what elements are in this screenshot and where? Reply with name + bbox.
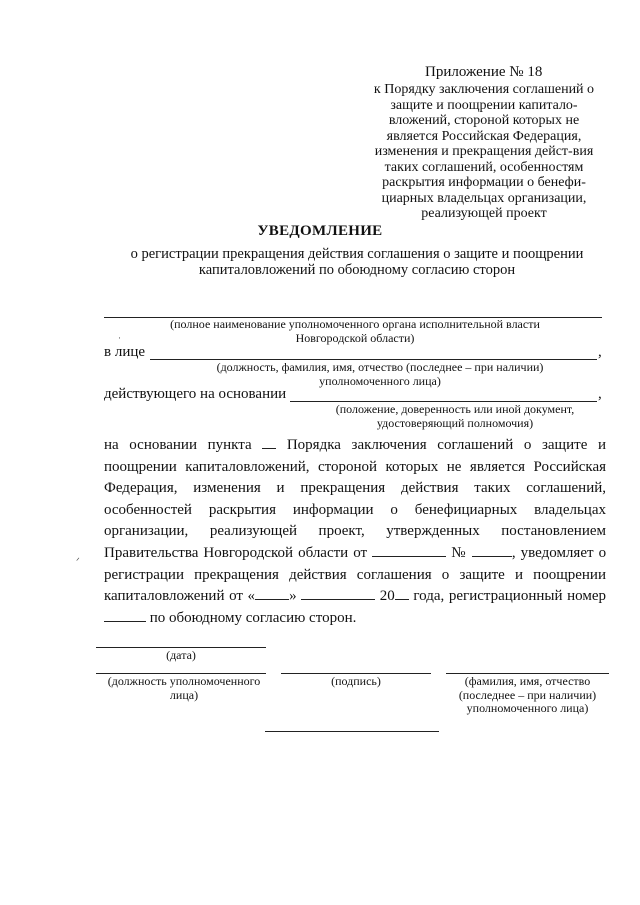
position-caption: (должность уполномоченного лица) — [107, 674, 261, 702]
document-subtitle: о регистрации прекращения действия соглашения о защите и поощрении капиталовложений по обоюдному согласию сторон — [130, 246, 584, 278]
clause-number-blank — [262, 436, 276, 449]
body-text-7: года, регистрационный номер — [413, 588, 606, 605]
body-year-prefix: 20 — [379, 588, 395, 605]
person-caption: (должность, фамилия, имя, отчество (последнее – при наличии) уполномоченного лица) — [216, 360, 544, 388]
body-text-2: Порядка заключения соглашений о защите и поощрении капиталовложений, стороной которых не является Российская Федерация, изменения и прекращения действия таких соглашений, особенностей раскрытия информации о бенефициарных владельцах организации, реализующей проект, утвержденных постановлением Правительства Новгородской области от — [104, 437, 606, 561]
resolution-date-blank — [372, 544, 446, 557]
agreement-year-blank — [395, 587, 409, 600]
body-quote-close: » — [289, 588, 297, 605]
appendix-reference-text: к Порядку заключения соглашений о защите и поощрении капитало-вложений, стороной которых не является Российская Федерация, изменения и прекращения дейст-вия таких соглашений, особенностям раскрытия информации о бенефи-циарных владельцах организации, реализующей проект — [373, 82, 595, 221]
body-text-8: по обоюдному согласию сторон. — [149, 609, 357, 626]
full-name-caption: (фамилия, имя, отчество (последнее – при наличии) уполномоченного лица) — [458, 674, 597, 715]
registration-number-blank — [104, 609, 146, 622]
date-caption: (дата) — [166, 648, 196, 662]
body-text-1: на основании пункта — [104, 437, 252, 453]
basis-caption: (положение, доверенность или иной документ, удостоверяющий полномочия) — [335, 402, 575, 430]
resolution-number-blank — [472, 544, 512, 557]
authority-name-caption: (полное наименование уполномоченного органа исполнительной власти Новгородской области) — [170, 317, 540, 345]
scan-speck: · — [118, 333, 121, 343]
basis-label: действующего на основании — [104, 386, 287, 402]
document-title: УВЕДОМЛЕНИЕ — [257, 223, 383, 239]
person-label: в лице — [104, 344, 146, 360]
basis-line-comma: , — [598, 386, 602, 402]
scan-speck: ᐟ — [76, 556, 80, 566]
body-text-4: , уведомляет о регистрации прекращения действия соглашения о защите и поощрении капиталовложений от « — [104, 544, 607, 605]
agreement-day-blank — [255, 587, 289, 600]
agreement-month-blank — [301, 587, 375, 600]
body-number-sign: № — [451, 544, 467, 561]
appendix-title: Приложение № 18 — [425, 64, 543, 80]
person-line-comma: , — [598, 344, 602, 360]
bottom-line — [265, 731, 439, 732]
signature-caption: (подпись) — [331, 674, 381, 688]
notification-body — [104, 435, 606, 629]
